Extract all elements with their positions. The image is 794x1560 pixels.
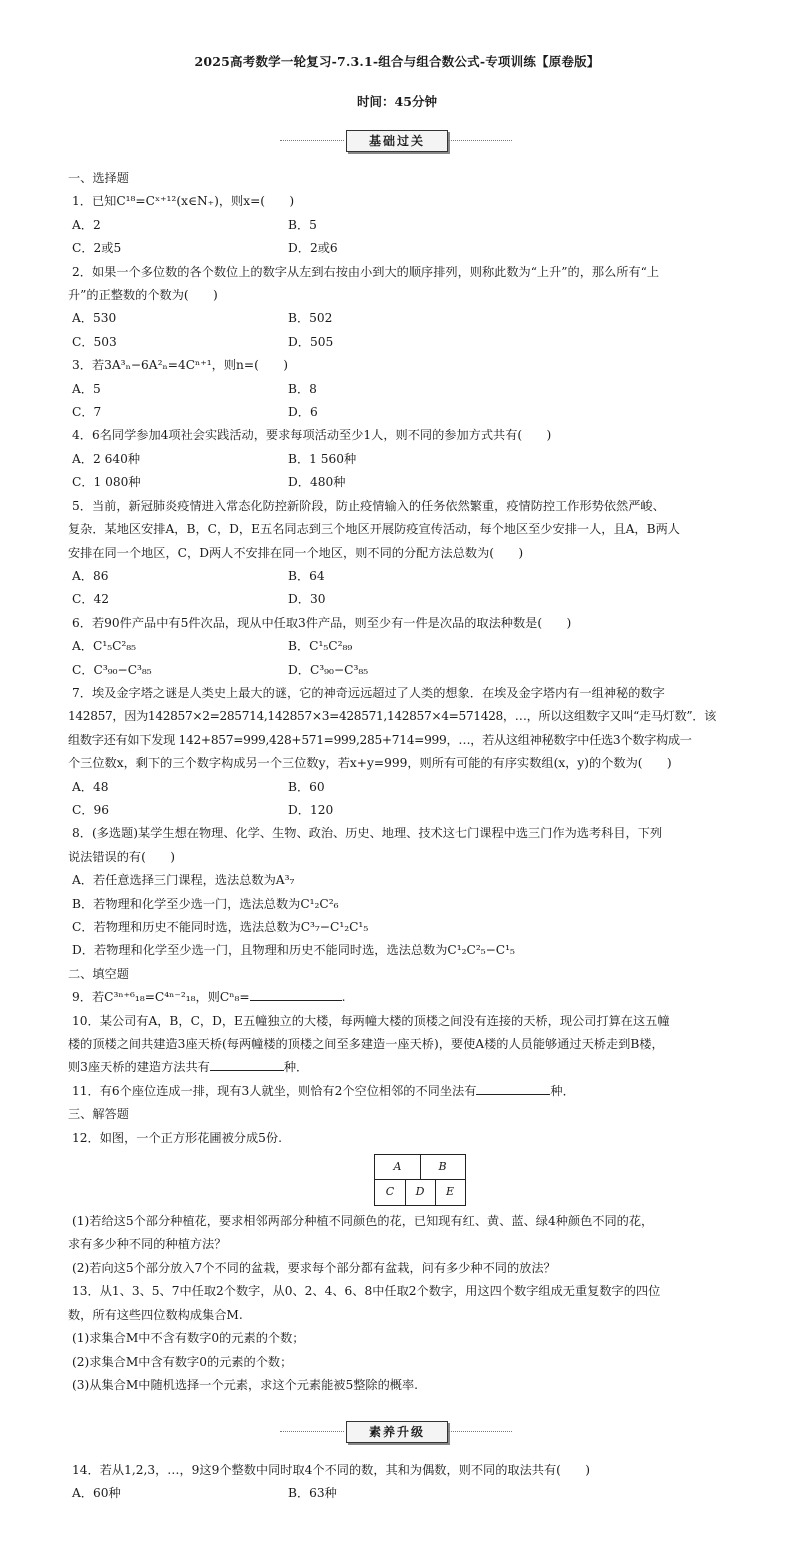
option-a: A．60种 xyxy=(72,1486,121,1501)
question-body xyxy=(68,167,730,1397)
figure-region-e: E xyxy=(445,1185,455,1199)
question-11 xyxy=(68,1080,730,1103)
garden-figure xyxy=(374,1154,466,1206)
option-b: B．C¹₅C²₈₉ xyxy=(288,639,353,654)
options-row xyxy=(68,799,730,822)
options-row xyxy=(68,378,730,401)
options-row xyxy=(68,659,730,682)
options-row xyxy=(68,635,730,658)
question-7-line-2: 142857，因为142857×2=285714,142857×3=428571,142857×4=571428，…，所以这组数字又叫“走马灯数”．该 xyxy=(68,709,716,724)
options-row xyxy=(68,331,730,354)
option-c: C．C³₉₀−C³₈₅ xyxy=(72,662,152,677)
time-limit: 时间：45分钟 xyxy=(357,94,437,109)
question-9 xyxy=(68,986,730,1009)
figure-region-d: D xyxy=(415,1185,425,1199)
answer-blank[interactable] xyxy=(476,1080,550,1095)
question-10-line-3 xyxy=(68,1056,730,1079)
question-13-line-1: 13．从1、3、5、7中任取2个数字，从0、2、4、6、8中任取2个数字，用这四个数字组成无重复数字的四位 xyxy=(72,1284,661,1299)
option-d: D．C³₉₀−C³₈₅ xyxy=(288,662,369,677)
option-b: B．502 xyxy=(288,311,333,326)
question-4: 4．6名同学参加4项社会实践活动，要求每项活动至少1人，则不同的参加方式共有( ) xyxy=(72,428,552,443)
options-row xyxy=(68,237,730,260)
question-12-part-1: (1)若给这5个部分种植花，要求相邻两部分种植不同颜色的花，已知现有红、黄、蓝、绿4种颜色不同的花， xyxy=(72,1214,654,1229)
question-13-line-2: 数，所有这些四位数构成集合M. xyxy=(68,1307,243,1322)
question-7-line-3: 组数字还有如下发现 142+857=999,428+571=999,285+714=999，…，若从这组神秘数字中任选3个数字构成一 xyxy=(68,732,692,747)
option-a: A．48 xyxy=(72,779,109,794)
options-row xyxy=(68,588,730,611)
question-1: 1．已知C¹⁸=Cˣ⁺¹²(x∈N₊)，则x=( ) xyxy=(72,194,295,209)
question-13-part-3: (3)从集合M中随机选择一个元素，求这个元素能被5整除的概率. xyxy=(72,1377,419,1392)
question-9-end: . xyxy=(341,990,346,1005)
option-d: D．480种 xyxy=(288,475,346,490)
option-a: A．C¹₅C²₈₅ xyxy=(72,639,137,654)
option-c: C．若物理和历史不能同时选，选法总数为C³₇−C¹₂C¹₅ xyxy=(72,920,369,934)
question-11-end: 种． xyxy=(550,1083,575,1098)
question-12-part-1-cont: 求有多少种不同的种植方法？ xyxy=(68,1237,227,1252)
question-10-stem: 则3座天桥的建造方法共有 xyxy=(68,1060,210,1075)
banner-label: 素养升级 xyxy=(346,1421,448,1443)
options-row xyxy=(68,471,730,494)
question-13-part-1: (1)求集合M中不含有数字0的元素的个数； xyxy=(72,1331,305,1346)
option-c: C．2或5 xyxy=(72,241,122,256)
option-d: D．120 xyxy=(288,802,334,817)
option-c: C．503 xyxy=(72,334,117,349)
options-row xyxy=(68,307,730,330)
option-a: A．86 xyxy=(72,568,109,583)
section-banner-basic xyxy=(280,130,512,152)
option-a: A．5 xyxy=(72,381,101,396)
question-3: 3．若3A³ₙ−6A²ₙ=4Cⁿ⁺¹，则n=( ) xyxy=(72,358,288,373)
question-body-advanced xyxy=(68,1459,730,1506)
option-c: C．7 xyxy=(72,405,102,420)
answer-blank[interactable] xyxy=(250,986,342,1001)
question-6: 6．若90件产品中有5件次品，现从中任取3件产品，则至少有一件是次品的取法种数是( ) xyxy=(72,615,572,630)
question-8-line-2: 说法错误的有( ) xyxy=(68,849,176,864)
question-5-line-3: 安排在同一个地区，C，D两人不安排在同一个地区，则不同的分配方法总数为( ) xyxy=(68,545,524,560)
option-c: C．1 080种 xyxy=(72,475,141,490)
banner-divider-right xyxy=(448,140,512,141)
option-a: A．2 640种 xyxy=(72,451,141,466)
options-row xyxy=(68,214,730,237)
options-row xyxy=(68,1482,730,1505)
document-title: 2025高考数学一轮复习-7.3.1-组合与组合数公式-专项训练【原卷版】 xyxy=(194,54,600,69)
banner-label: 基础过关 xyxy=(346,130,448,152)
figure-region-c: C xyxy=(385,1185,395,1199)
option-d: D．2或6 xyxy=(288,241,338,256)
question-2-line-1: 2．如果一个多位数的各个数位上的数字从左到右按由小到大的顺序排列，则称此数为“上升”的，那么所有“上 xyxy=(72,264,660,279)
option-d: D．若物理和化学至少选一门，且物理和历史不能同时选，选法总数为C¹₂C²₅−C¹₅ xyxy=(72,943,515,958)
banner-divider-right xyxy=(448,1431,512,1432)
question-13-part-2: (2)求集合M中含有数字0的元素的个数； xyxy=(72,1354,293,1369)
option-a: A．2 xyxy=(72,217,101,232)
question-14: 14．若从1,2,3，…，9这9个整数中同时取4个不同的数，其和为偶数，则不同的取法共有( ) xyxy=(72,1463,591,1477)
question-7-line-4: 个三位数x，剩下的三个数字构成另一个三位数y，若x+y=999，则所有可能的有序实数组(x，y)的个数为( ) xyxy=(68,756,672,771)
question-2-line-2: 升”的正整数的个数为( ) xyxy=(68,288,218,303)
question-10-line-2: 楼的顶楼之间共建造3座天桥(每两幢楼的顶楼之间至多建造一座天桥)，要使A楼的人员能够通过天桥走到B楼， xyxy=(68,1037,664,1052)
option-b: B．若物理和化学至少选一门，选法总数为C¹₂C²₆ xyxy=(72,896,339,911)
option-d: D．30 xyxy=(288,592,326,607)
option-b: B．63种 xyxy=(288,1486,337,1501)
section-heading-fill: 二、填空题 xyxy=(68,966,129,981)
options-row xyxy=(68,776,730,799)
question-12: 12．如图，一个正方形花圃被分成5份. xyxy=(72,1130,282,1145)
option-b: B．60 xyxy=(288,779,325,794)
option-c: C．42 xyxy=(72,592,110,607)
option-a: A．若任意选择三门课程，选法总数为A³₇ xyxy=(72,873,295,888)
question-8-line-1: 8．(多选题)某学生想在物理、化学、生物、政治、历史、地理、技术这七门课程中选三门作为选考科目，下列 xyxy=(72,826,663,841)
section-heading-answer: 三、解答题 xyxy=(68,1107,129,1122)
option-b: B．1 560种 xyxy=(288,451,357,466)
figure-region-b: B xyxy=(438,1160,447,1174)
options-row xyxy=(68,448,730,471)
option-d: D．6 xyxy=(288,405,318,420)
option-c: C．96 xyxy=(72,802,110,817)
question-5-line-2: 复杂．某地区安排A，B，C，D，E五名同志到三个地区开展防疫宣传活动，每个地区至少安排一人，且A，B两人 xyxy=(68,522,680,537)
option-b: B．64 xyxy=(288,568,325,583)
answer-blank[interactable] xyxy=(210,1056,284,1071)
section-banner-advanced xyxy=(280,1421,512,1443)
question-10-end: 种． xyxy=(283,1060,309,1075)
question-7-line-1: 7．埃及金字塔之谜是人类史上最大的谜，它的神奇远远超过了人类的想象．在埃及金字塔内有一组神秘的数字 xyxy=(72,685,665,700)
question-12-part-2: (2)若向这5个部分放入7个不同的盆栽，要求每个部分都有盆栽，问有多少种不同的放法？ xyxy=(72,1260,556,1275)
option-a: A．530 xyxy=(72,311,117,326)
figure-region-a: A xyxy=(393,1160,402,1174)
option-b: B．8 xyxy=(288,381,317,396)
options-row xyxy=(68,401,730,424)
section-heading-choice: 一、选择题 xyxy=(68,171,129,185)
question-5-line-1: 5．当前，新冠肺炎疫情进入常态化防控新阶段，防止疫情输入的任务依然繁重，疫情防控工作形势依然严峻、 xyxy=(72,498,665,513)
option-d: D．505 xyxy=(288,334,334,349)
option-b: B．5 xyxy=(288,217,317,232)
banner-divider-left xyxy=(280,140,344,141)
question-9-stem: 9．若C³ⁿ⁺⁶₁₈=C⁴ⁿ⁻²₁₈，则Cⁿ₈= xyxy=(72,990,250,1005)
banner-divider-left xyxy=(280,1431,344,1432)
options-row xyxy=(68,565,730,588)
question-10-line-1: 10．某公司有A，B，C，D，E五幢独立的大楼，每两幢大楼的顶楼之间没有连接的天桥，现公司打算在这五幢 xyxy=(72,1013,670,1028)
question-11-stem: 11．有6个座位连成一排，现有3人就坐，则恰有2个空位相邻的不同坐法有 xyxy=(72,1083,477,1098)
